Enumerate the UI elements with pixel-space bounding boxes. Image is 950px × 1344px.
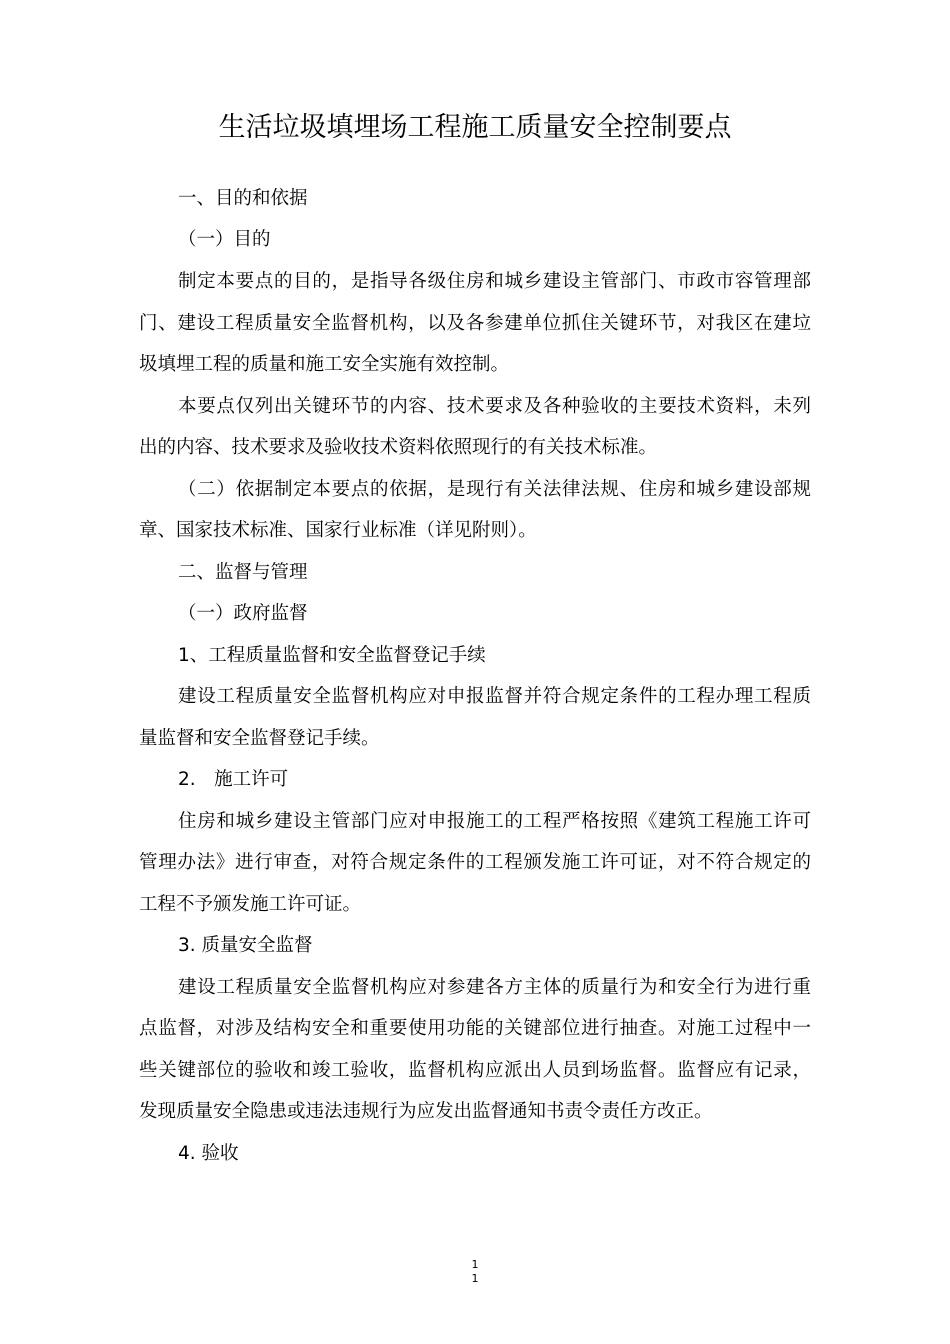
paragraph-line: 量监督和安全监督登记手续。: [139, 728, 380, 749]
item-heading: 1、工程质量监督和安全监督登记手续: [178, 645, 486, 666]
paragraph-line: 住房和城乡建设主管部门应对申报施工的工程严格按照《建筑工程施工许可: [178, 811, 811, 832]
paragraph-line: 管理办法》进行审查，对符合规定条件的工程颁发施工许可证，对不符合规定的: [139, 852, 811, 873]
paragraph-line: 门、建设工程质量安全监督机构，以及各参建单位抓住关键环节，对我区在建垃: [139, 313, 811, 334]
page-number: 1: [471, 1272, 479, 1285]
subsection-heading: （一）政府监督: [178, 603, 308, 624]
subsection-heading: （一）目的: [178, 229, 271, 250]
section-heading: 二、监督与管理: [178, 562, 308, 583]
item-heading: 2. 施工许可: [178, 769, 289, 790]
paragraph-line: 建设工程质量安全监督机构应对申报监督并符合规定条件的工程办理工程质: [178, 686, 811, 707]
paragraph-line: 发现质量安全隐患或违法违规行为应发出监督通知书责令责任方改正。: [139, 1101, 713, 1122]
document-title: 生活垃圾填埋场工程施工质量安全控制要点: [218, 112, 732, 143]
paragraph-line: 制定本要点的目的，是指导各级住房和城乡建设主管部门、市政市容管理部: [178, 271, 811, 292]
paragraph-line: （二）依据制定本要点的依据，是现行有关法律法规、住房和城乡建设部规: [178, 479, 811, 500]
paragraph-line: 章、国家技术标准、国家行业标准（详见附则）。: [139, 520, 537, 541]
paragraph-line: 建设工程质量安全监督机构应对参建各方主体的质量行为和安全行为进行重: [178, 977, 811, 998]
paragraph-line: 点监督，对涉及结构安全和重要使用功能的关键部位进行抽查。对施工过程中一: [139, 1018, 811, 1039]
paragraph-line: 圾填埋工程的质量和施工安全实施有效控制。: [139, 354, 510, 375]
paragraph-line: 本要点仅列出关键环节的内容、技术要求及各种验收的主要技术资料，未列: [178, 396, 811, 417]
paragraph-line: 些关键部位的验收和竣工验收，监督机构应派出人员到场监督。监督应有记录，: [139, 1060, 811, 1081]
item-heading: 4. 验收: [178, 1143, 239, 1164]
paragraph-line: 出的内容、技术要求及验收技术资料依照现行的有关技术标准。: [139, 437, 658, 458]
paragraph-line: 工程不予颁发施工许可证。: [139, 894, 362, 915]
page-number: 1: [471, 1258, 479, 1271]
section-heading: 一、目的和依据: [178, 188, 308, 209]
item-heading: 3. 质量安全监督: [178, 935, 313, 956]
